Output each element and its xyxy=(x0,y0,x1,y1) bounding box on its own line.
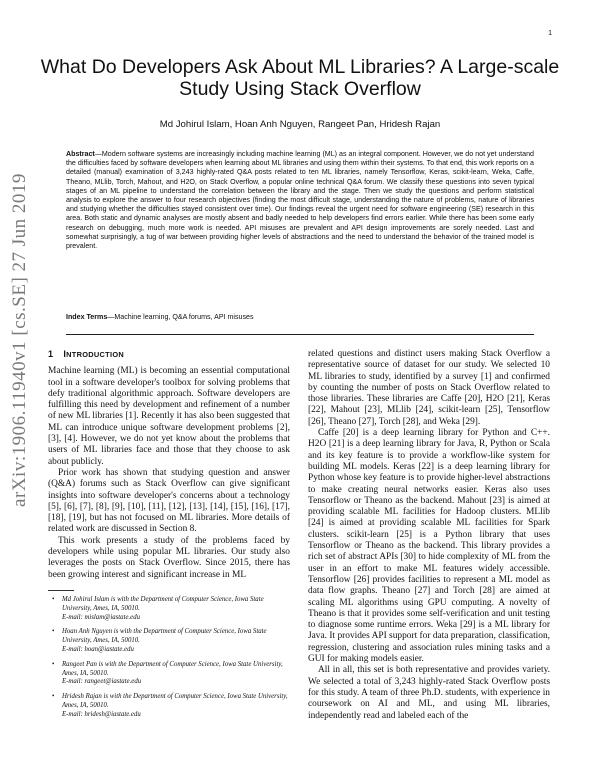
bullet-icon: • xyxy=(52,660,55,668)
paragraph: Caffe [20] is a deep learning library for Python and C++. H2O [21] is a deep learning library for Java, R, Python or Scala and its key feature is to provide a workflow-like system for building ML models. Keras [22] is a deep learning library for Python whose key feature is to provide higher-level abstractions to make creating neural networks easier. Keras also uses Tensorflow or Theano as the backend. Mahout [23] is aimed at providing scalable ML facilities for Hadoop clusters. MLlib [24] is aimed at providing scalable ML facilities for Spark clusters. scikit-learn [25] is a Python library that uses Tensorflow or Theano as the backend. This library provides a rich set of abstract APIs [30] to hide complexity of ML from the user in an effort to make ML features widely accessible. Tensorflow [26] provides facilities to represent a ML model as data flow graphs. Theano [27] and Torch [28] are aimed at scaling ML algorithms using GPU computing. A novelty of Theano is that it provides some self-verification and unit testing to diagnose some runtime errors. Weka [29] is a ML library for Java. It provides API support for data preparation, classification, regression, clustering and association rules mining tasks and a GUI for making models easier. xyxy=(308,428,550,665)
paragraph: related questions and distinct users making Stack Overflow a representative source of dataset for our study. We selected 10 ML libraries to study, identified by a survey [1] and confirmed by counting the number of posts on Stack Overflow related to those libraries. These libraries are Caffe [20], H2O [21], Keras [22], Mahout [23], MLlib [24], scikit-learn [25], Tensorflow [26], Theano [27], Torch [28], and Weka [29]. xyxy=(308,349,550,427)
abstract-label: Abstract xyxy=(66,150,95,158)
author-footnotes xyxy=(48,596,290,726)
header-divider xyxy=(66,334,534,335)
index-terms-label: Index Terms xyxy=(66,313,108,321)
section-title-initial: I xyxy=(63,349,67,359)
bullet-icon: • xyxy=(52,628,55,636)
footnote-item xyxy=(48,693,290,719)
footnote-divider xyxy=(48,590,74,591)
index-terms-text: —Machine learning, Q&A forums, API misuses xyxy=(107,313,254,321)
author-list: Md Johirul Islam, Hoan Anh Nguyen, Rangeet Pan, Hridesh Rajan xyxy=(159,119,441,130)
abstract-text: —Modern software systems are increasingly including machine learning (ML) as an integral component. However, we do not yet understand the difficulties faced by software developers when learning about ML libraries and using them within their systems. To that end, this work reports on a detailed (manual) examination of 3,243 highly-rated Q&A posts related to ten ML libraries, namely Tensorflow, Keras, scikit-learn, Weka, Caffe, Theano, MLlib, Torch, Mahout, and H2O, on Stack Overflow, a popular online technical Q&A forum. We classify these questions into seven typical stages of an ML pipeline to understand the correlation between the library and the stage. Then we study the questions and perform statistical analysis to explore the answer to four research objectives (finding the most difficult stage, understanding the nature of problems, nature of libraries and studying whether the difficulties stayed consistent over time). Our findings reveal the urgent need for software engineering (SE) research in this area. Both static and dynamic analyses are mostly absent and badly needed to help developers find errors earlier. While there has been some early research on debugging, much more work is needed. API misuses are prevalent and API design improvements are sorely needed. Last and somewhat surprisingly, a tug of war between providing higher levels of abstractions and the need to understand the behavior of the trained model is prevalent. xyxy=(66,150,534,251)
right-column xyxy=(308,349,550,722)
footnote-affiliation: Hridesh Rajan is with the Department of Computer Science, Iowa State University, Ames, IA, 50010. xyxy=(62,693,288,709)
section-heading xyxy=(48,349,290,360)
paragraph: All in all, this set is both representative and provides variety. We selected a total of 3,243 highly-rated Stack Overflow posts for this study. A team of three Ph.D. students, with experience in coursework on AI and ML, and using ML libraries, independently read and labeled each of the xyxy=(308,665,550,721)
paragraph: Machine learning (ML) is becoming an essential computational tool in a software developer's toolbox for solving problems that defy traditional algorithmic approach. Software developers are fulfilling this need by development and refinement of a number of new ML libraries [1]. Recently it has also been suggested that ML can introduce unique software development problems [2], [3], [4]. However, we do not yet know about the problems that users of ML libraries face and those that they choose to ask about publicly. xyxy=(48,366,290,467)
index-terms xyxy=(66,313,534,321)
paragraph: This work presents a study of the problems faced by developers while using popular ML libraries. Our study also leverages the posts on Stack Overflow. Since 2015, there has been growing interest and significant increase in ML xyxy=(48,535,290,580)
paper-title: What Do Developers Ask About ML Libraries? A Large-scale Study Using Stack Overflow xyxy=(40,56,560,100)
arxiv-stamp xyxy=(2,130,38,550)
abstract xyxy=(66,150,534,251)
footnote-item xyxy=(48,661,290,687)
footnote-affiliation: Hoan Anh Nguyen is with the Department of Computer Science, Iowa State University, Ames, IA, 50010. xyxy=(62,628,267,645)
bullet-icon: • xyxy=(52,596,55,603)
footnote-email: E-mail: mislam@iastate.edu xyxy=(62,613,140,621)
footnote-affiliation: Rangeet Pan is with the Department of Computer Science, Iowa State University, Ames, IA, 50010. xyxy=(62,660,283,677)
footnote-item xyxy=(48,628,290,654)
footnote-email: E-mail: hridesh@iastate.edu xyxy=(62,710,141,718)
page-number: 1 xyxy=(548,30,552,37)
footnote-email: E-mail: hoan@iastate.edu xyxy=(62,645,134,653)
footnote-affiliation: Md Johirul Islam is with the Department of Computer Science, Iowa State University, Ames, IA, 50010. xyxy=(62,596,264,612)
bullet-icon: • xyxy=(52,693,55,701)
paragraph: Prior work has shown that studying question and answer (Q&A) forums such as Stack Overflow can give significant insights into software developer's concerns about a technology [5], [6], [7], [8], [9], [10], [11], [12], [13], [14], [15], [16], [17], [18], [19], but has not focused on ML libraries. More details of related work are discussed in Section 8. xyxy=(48,467,290,535)
left-column xyxy=(48,349,290,581)
footnote-email: E-mail: rangeet@iastate.edu xyxy=(62,678,142,686)
footnote-item xyxy=(48,596,290,622)
arxiv-stamp-text: arXiv:1906.11940v1 [cs.SE] 27 Jun 2019 xyxy=(9,173,30,507)
section-number: 1 xyxy=(48,349,54,359)
section-title-rest: NTRODUCTION xyxy=(66,350,125,359)
